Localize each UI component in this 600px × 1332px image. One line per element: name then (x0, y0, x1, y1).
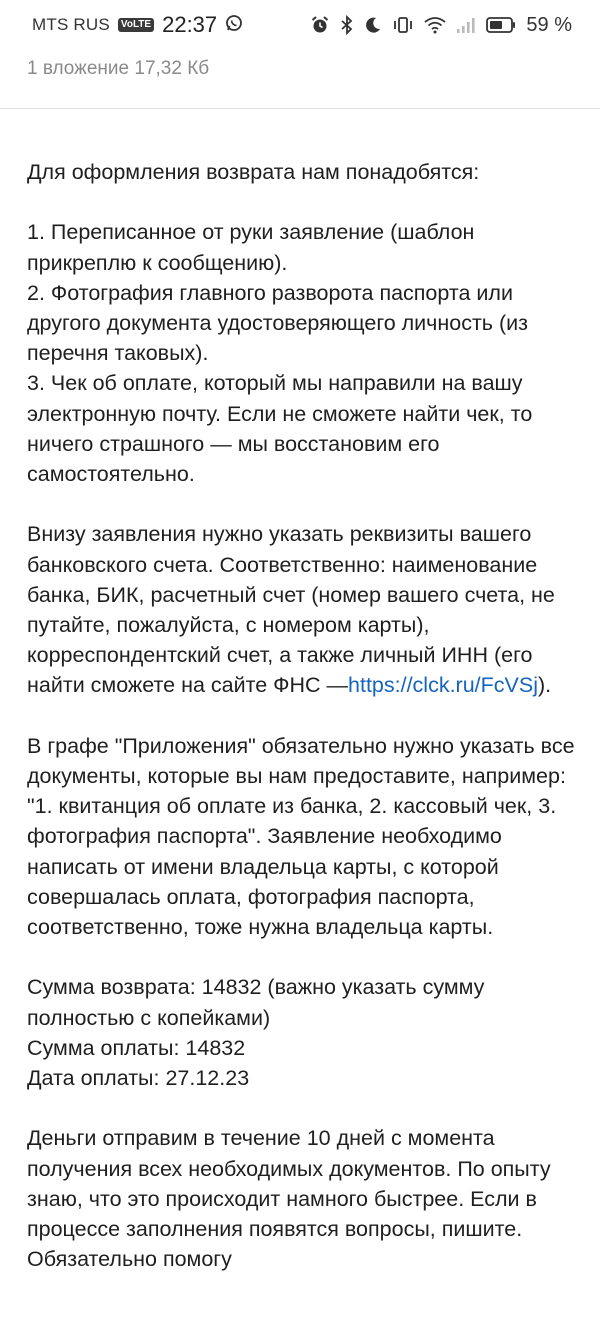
attachments-note: В графе "Приложения" обязательно нужно указать все документы, которые вы нам предоставите, например: "1. квитанция об оплате из банка, 2. кассовый чек, 3. фотография паспорта". Заявление необходимо написать от имени владельца карты, с которой совершалась оплата, фотография паспорта, соответственно, тоже нужна владельца карты. (27, 733, 575, 940)
closing-paragraph: Деньги отправим в течение 10 дней с момента получения всех необходимых документов. По опыту знаю, что это происходит намного быстрее. Если в процессе заполнения появятся вопросы, пишите. Обязательно помогу (27, 1126, 551, 1272)
wifi-icon (424, 16, 446, 34)
payment-amount: Сумма оплаты: 14832 (27, 1035, 246, 1060)
refund-amount: Сумма возврата: 14832 (важно указать сумму полностью с копейками) (27, 975, 485, 1030)
requisites-text: Внизу заявления нужно указать реквизиты вашего банковского счета. Соответственно: наименование банка, БИК, расчетный счет (номер вашего счета, не путайте, пожалуйста, с номером карты), корреспондентский счет, а также личный ИНН (его найти сможете на сайте ФНС — (27, 522, 555, 698)
volte-badge: VoLTE (118, 18, 154, 32)
whatsapp-icon (225, 14, 243, 37)
fns-link[interactable]: https://clck.ru/FcVSj (348, 673, 538, 698)
status-bar (0, 0, 600, 50)
status-clock: 22:37 (162, 12, 218, 37)
signal-icon (456, 16, 476, 34)
do-not-disturb-icon (364, 16, 382, 34)
requirement-item-3: 3. Чек об оплате, который мы направили на вашу электронную почту. Если не сможете найти чек, то ничего страшного — мы восстановим его самостоятельно. (27, 371, 533, 487)
status-bar-left (32, 12, 243, 38)
alarm-icon (310, 15, 330, 35)
requisites-paragraph (27, 519, 579, 700)
requisites-end: ). (537, 673, 552, 698)
payment-date: Дата оплаты: 27.12.23 (27, 1066, 250, 1091)
status-bar-right (310, 14, 572, 37)
message-body (27, 157, 579, 1305)
battery-icon (486, 16, 516, 34)
requirement-item-1: 1. Переписанное от руки заявление (шаблон прикреплю к сообщению). (27, 220, 475, 275)
requirement-item-2: 2. Фотография главного разворота паспорта или другого документа удостоверяющего личность (из перечня таковых). (27, 280, 529, 366)
message-intro: Для оформления возврата нам понадобятся: (27, 160, 480, 184)
divider (0, 108, 600, 109)
battery-percent: 59 % (526, 13, 572, 36)
carrier-name: MTS RUS (32, 15, 110, 34)
attachment-info[interactable]: 1 вложение 17,32 Кб (27, 58, 210, 79)
vibrate-icon (392, 16, 414, 34)
bluetooth-icon (340, 15, 354, 35)
